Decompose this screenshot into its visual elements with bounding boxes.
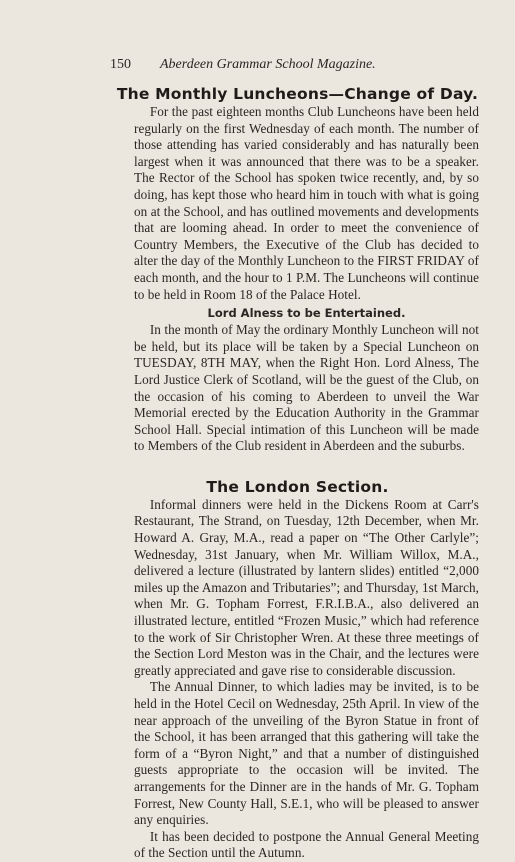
paragraph: For the past eighteen months Club Luncheons have been held regularly on the first Wednesday of each month. The number of those attending has varied considerably and has naturally been largest when it was announced that there was to be a speaker. The Rector of the School has spoken twice recently, and, by so doing, has kept those who heard him in touch with what is going on at the School, and has outlined movements and developments that are looming ahead. In order to meet the convenience of Country Members, the Executive of the Club has decided to alter the day of the Monthly Luncheon to the FIRST FRIDAY of each month, and the hour to 1 P.M. The Luncheons will continue to be held in Room 18 of the Palace Hotel. [134,104,479,302]
section-london [134,477,479,862]
section-monthly-luncheons [116,84,479,455]
paragraph: The Annual Dinner, to which ladies may be invited, is to be held in the Hotel Cecil on Wednesday, 25th April. In view of the near approach of the unveiling of the Byron Statue in front of the School, it has been arranged that this gathering will take the form of a “Byron Night,” and that a number of distinguished guests appropriate to the occasion will be invited. The arrangements for the Dinner are in the hands of Mr. G. Topham Forrest, New County Hall, S.E.1, who will be pleased to answer any enquiries. [134,679,479,828]
paragraph: In the month of May the ordinary Monthly Luncheon will not be held, but its place will be taken by a Special Luncheon on TUESDAY, 8TH MAY, when the Right Hon. Lord Alness, The Lord Justice Clerk of Scotland, will be the guest of the Club, on the occasion of his coming to Aberdeen to unveil the War Memorial erected by the Education Authority in the Grammar School Hall. Special intimation of this Luncheon will be made to Members of the Club resident in Aberdeen and the suburbs. [134,322,479,454]
paragraph: It has been decided to postpone the Annual General Meeting of the Section until the Autumn. [134,828,479,861]
page-content [116,84,479,862]
page-number: 150 [110,57,131,72]
running-title: Aberdeen Grammar School Magazine. [160,57,376,72]
page-header [110,57,479,73]
paragraph: Informal dinners were held in the Dickens Room at Carr's Restaurant, The Strand, on Tuesday, 12th December, when Mr. Howard A. Gray, M.A., read a paper on “The Other Carlyle”; Wednesday, 31st January, when Mr. William Willox, M.A., delivered a lecture (illustrated by lantern slides) entitled “2,000 miles up the Amazon and Tributaries”; and Thursday, 1st March, when Mr. G. Topham Forrest, F.R.I.B.A., also delivered an illustrated lecture, entitled “Frozen Music,” which had reference to the work of Sir Christopher Wren. At these three meetings of the Section Lord Meston was in the Chair, and the lectures were greatly appreciated and gave rise to considerable discussion. [134,496,479,678]
section-spacer [134,455,479,477]
subsection-heading: Lord Alness to be Entertained. [207,306,406,321]
section-heading: The Monthly Luncheons—Change of Day. [116,85,479,103]
section-heading: The London Section. [206,477,389,496]
